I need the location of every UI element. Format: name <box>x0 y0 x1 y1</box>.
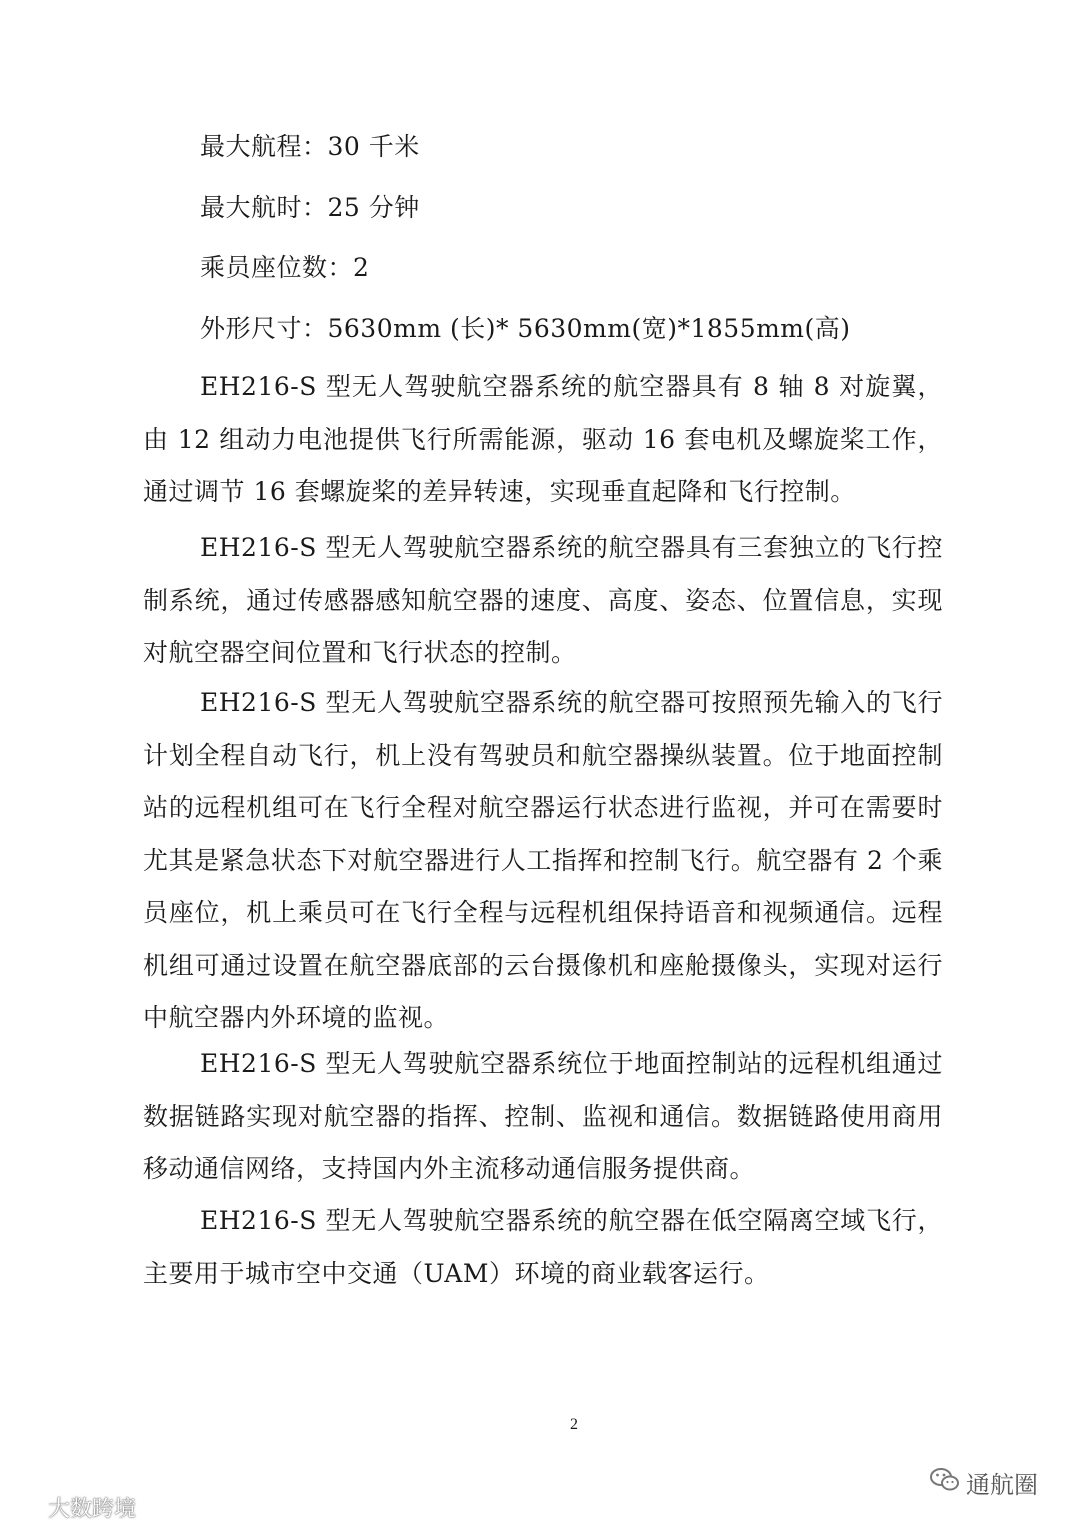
paragraph-autonomous-flight: EH216-S 型无人驾驶航空器系统的航空器可按照预先输入的飞行计划全程自动飞行，机上没有驾驶员和航空器操纵装置。位于地面控制站的远程机组可在飞行全程对航空器运行状态进行监视，并可在需要时尤其是紧急状态下对航空器进行人工指挥和控制飞行。航空器有 2 个乘员座位，机上乘员可在飞行全程与远程机组保持语音和视频通信。远程机组可通过设置在航空器底部的云台摄像机和座舱摄像头，实现对运行中航空器内外环境的监视。 <box>143 688 943 1032</box>
weibo-icon <box>12 1493 42 1523</box>
paragraph-data-link: EH216-S 型无人驾驶航空器系统位于地面控制站的远程机组通过数据链路实现对航空器的指挥、控制、监视和通信。数据链路使用商用移动通信网络，支持国内外主流移动通信服务提供商。 <box>143 1049 943 1183</box>
watermark-dashukuajing <box>12 1492 136 1523</box>
spec-max-endurance: 最大航时：25 分钟 <box>200 193 420 222</box>
watermark-tonghangquan <box>930 1465 1038 1500</box>
paragraph-operations: EH216-S 型无人驾驶航空器系统的航空器在低空隔离空域飞行，主要用于城市空中交通（UAM）环境的商业载客运行。 <box>143 1206 943 1288</box>
wechat-icon <box>930 1467 960 1499</box>
spec-max-range: 最大航程：30 千米 <box>200 132 420 161</box>
page-number: 2 <box>570 1416 578 1433</box>
paragraph-rotors: EH216-S 型无人驾驶航空器系统的航空器具有 8 轴 8 对旋翼，由 12 组动力电池提供飞行所需能源，驱动 16 套电机及螺旋桨工作，通过调节 16 套螺旋桨的差异转速，实现垂直起降和飞行控制。 <box>143 372 943 506</box>
watermark-right-text: 通航圈 <box>966 1471 1038 1499</box>
paragraph-flight-control: EH216-S 型无人驾驶航空器系统的航空器具有三套独立的飞行控制系统，通过传感器感知航空器的速度、高度、姿态、位置信息，实现对航空器空间位置和飞行状态的控制。 <box>143 533 943 667</box>
watermark-left-text: 大数跨境 <box>48 1497 137 1522</box>
spec-dimensions: 外形尺寸：5630mm (长)* 5630mm(宽)*1855mm(高) <box>200 314 851 343</box>
spec-seats: 乘员座位数：2 <box>200 253 370 282</box>
